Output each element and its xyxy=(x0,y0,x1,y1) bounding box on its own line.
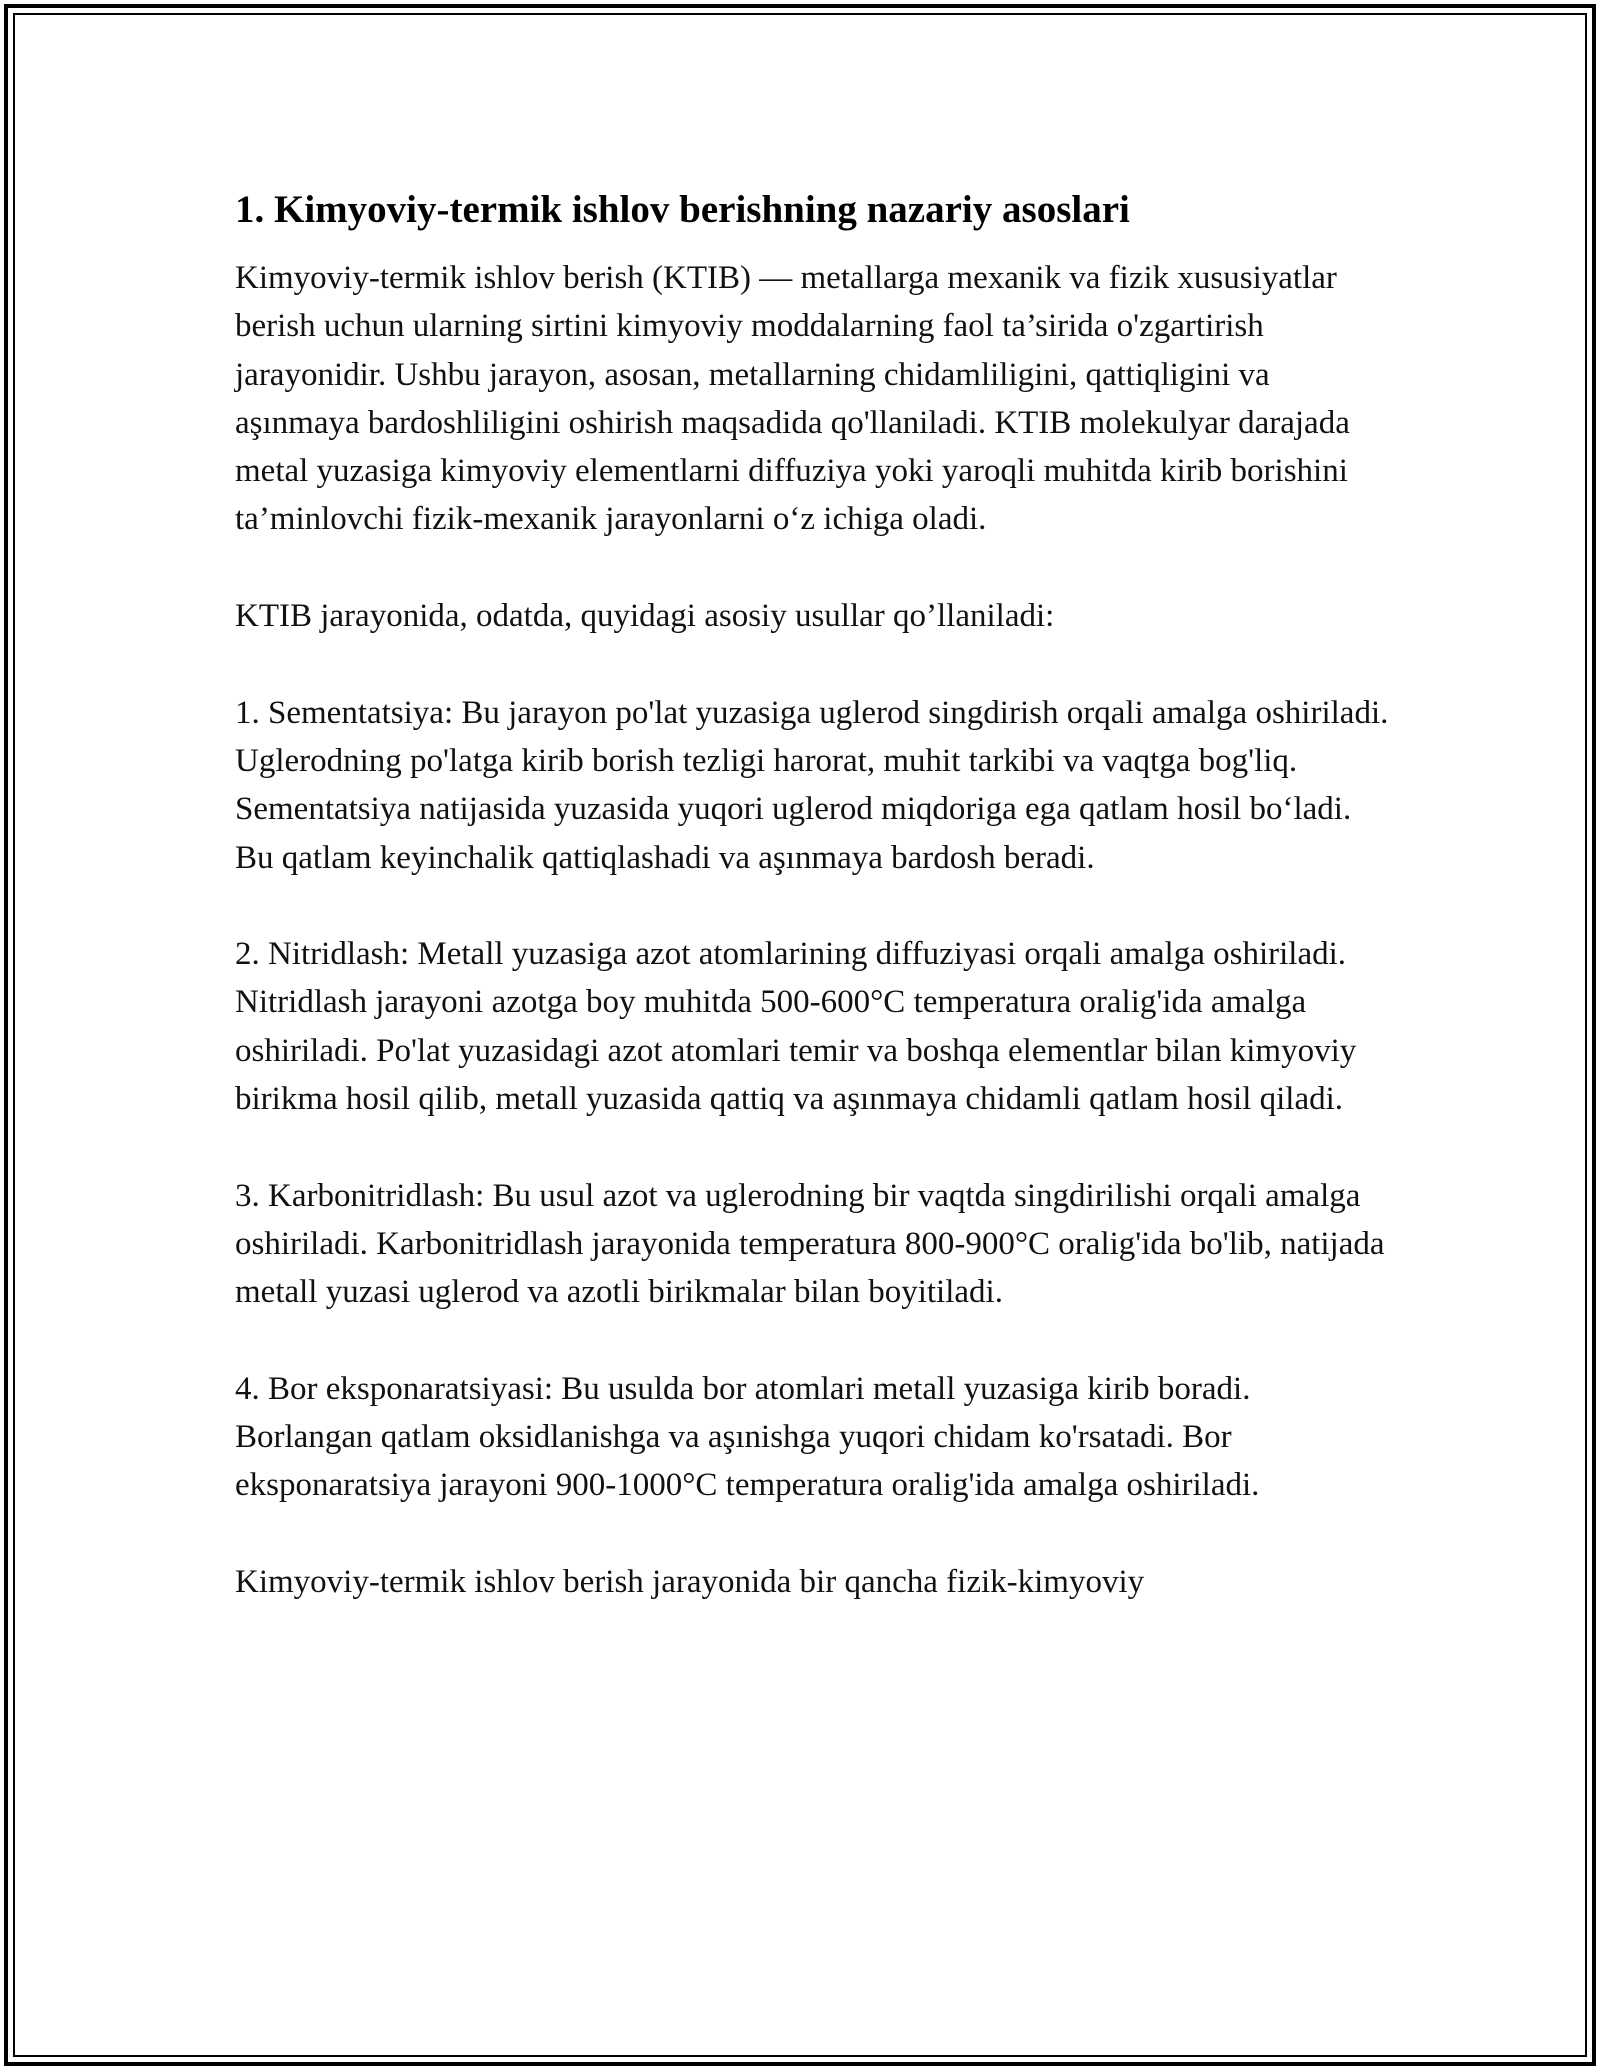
paragraph-karbonitridlash: 3. Karbonitridlash: Bu usul azot va uglerodning bir vaqtda singdirilishi orqali amalga oshiriladi. Karbonitridlash jarayonida temperatura 800-900°C oralig'ida bo'lib, natijada metall yuzasi uglerod va azotli birikmalar bilan boyitiladi. xyxy=(235,1177,1385,1311)
paragraph-methods-lead: KTIB jarayonida, odatda, quyidagi asosiy usullar qo’llaniladi: xyxy=(235,598,1055,635)
paragraph-bor: 4. Bor eksponaratsiyasi: Bu usulda bor atomlari metall yuzasiga kirib boradi. Borlangan qatlam oksidlanishga va aşınishga yuqori chidam ko'rsatadi. Bor eksponaratsiya jarayoni 900-1000°C temperatura oralig'ida amalga oshiriladi. xyxy=(235,1370,1260,1504)
section-heading: 1. Kimyoviy-termik ishlov berishning nazariy asoslari xyxy=(235,188,1130,231)
document-body xyxy=(235,186,1395,1655)
paragraph-sementatsiya: 1. Sementatsiya: Bu jarayon po'lat yuzasiga uglerod singdirish orqali amalga oshiriladi. Uglerodning po'latga kirib borish tezligi harorat, muhit tarkibi va vaqtga bog'liq. Sementatsiya natijasida yuzasida yuqori uglerod miqdoriga ega qatlam hosil bo‘ladi. Bu qatlam keyinchalik qattiqlashadi va aşınmaya bardosh beradi. xyxy=(235,694,1389,876)
paragraph-intro: Kimyoviy-termik ishlov berish (KTIB) — metallarga mexanik va fizik xususiyatlar berish uchun ularning sirtini kimyoviy moddalarning faol ta’sirida o'zgartirish jarayonidir. Ushbu jarayon, asosan, metallarning chidamliligini, qattiqligini va aşınmaya bardoshliligini oshirish maqsadida qo'llaniladi. KTIB molekulyar darajada metal yuzasiga kimyoviy elementlarni diffuziya yoki yaroqli muhitda kirib borishini ta’minlovchi fizik-mexanik jarayonlarni o‘z ichiga oladi. xyxy=(235,260,1350,538)
paragraph-closing: Kimyoviy-termik ishlov berish jarayonida bir qancha fizik-kimyoviy xyxy=(235,1564,1145,1601)
paragraph-nitridlash: 2. Nitridlash: Metall yuzasiga azot atomlarining diffuziyasi orqali amalga oshiriladi. Nitridlash jarayoni azotga boy muhitda 500-600°C temperatura oralig'ida amalga oshiriladi. Po'lat yuzasidagi azot atomlari temir va boshqa elementlar bilan kimyoviy birikma hosil qilib, metall yuzasida qattiq va aşınmaya chidamli qatlam hosil qiladi. xyxy=(235,936,1357,1118)
